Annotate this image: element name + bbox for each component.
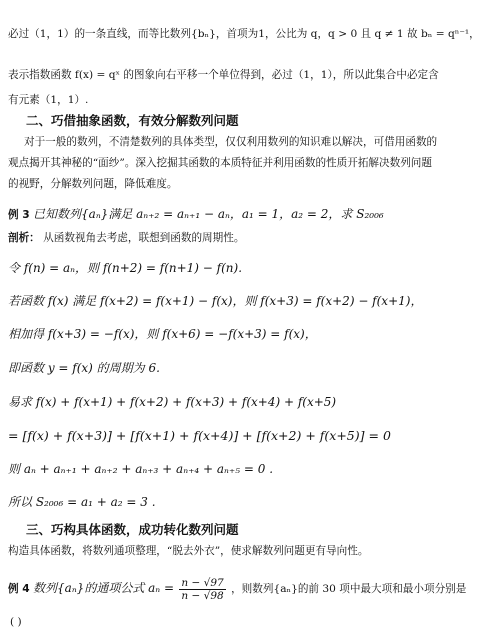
example-4-suffix: ，则数列{aₙ}的前 30 项中最大项和最小项分别是 bbox=[231, 583, 467, 595]
example-4-fraction bbox=[179, 577, 225, 602]
analysis-text: 从函数视角去考虑，联想到函数的周期性。 bbox=[43, 232, 245, 244]
text-line-1: 必过（1，1）的一条直线，而等比数列{bₙ}，首项为1，公比为 q，q > 0 且 q ≠ 1 故 bₙ = qⁿ⁻¹， bbox=[8, 28, 480, 40]
section-heading-2: 二、巧借抽象函数，有效分解数列问题 bbox=[26, 113, 239, 128]
fraction-numerator: n − √97 bbox=[181, 576, 224, 589]
example-4-prefix: 数列{aₙ}的通项公式 aₙ = bbox=[33, 581, 175, 595]
paragraph-line-2: 观点揭开其神秘的“面纱”。深入挖掘其函数的本质特征并利用函数的性质开拓解决数列问题 bbox=[8, 157, 432, 169]
analysis bbox=[8, 230, 244, 246]
answer-blank: ( ) bbox=[10, 616, 22, 628]
solution-line-2: 若函数 f(x) 满足 f(x+2) = f(x+1) − f(x)，则 f(x+3) = f(x+2) − f(x+1)， bbox=[8, 294, 423, 308]
text-line-3: 有元素（1，1）. bbox=[8, 94, 89, 106]
section-heading-3: 三、巧构具体函数，成功转化数列问题 bbox=[26, 522, 239, 537]
fraction-denominator: n − √98 bbox=[181, 589, 224, 602]
analysis-label: 剖析： bbox=[8, 232, 40, 244]
example-3 bbox=[8, 206, 384, 223]
solution-line-8: 所以 S₂₀₀₆ = a₁ + a₂ = 3 . bbox=[8, 495, 156, 509]
example-3-statement: 已知数列{aₙ}满足 aₙ₊₂ = aₙ₊₁ − aₙ，a₁ = 1，a₂ = 2，求 S₂₀₀₆ bbox=[33, 207, 384, 221]
solution-line-7: 则 aₙ + aₙ₊₁ + aₙ₊₂ + aₙ₊₃ + aₙ₊₄ + aₙ₊₅ = 0 . bbox=[8, 462, 274, 476]
example-4-label: 例 4 bbox=[8, 583, 30, 595]
example-4 bbox=[8, 573, 466, 604]
example-3-label: 例 3 bbox=[8, 209, 30, 221]
solution-line-6: = [f(x) + f(x+3)] + [f(x+1) + f(x+4)] + [f(x+2) + f(x+5)] = 0 bbox=[8, 428, 391, 443]
text-line-2: 表示指数函数 f(x) = qˣ 的图象向右平移一个单位得到，必过（1，1），所以此集合中必定含 bbox=[8, 69, 439, 81]
solution-line-5: 易求 f(x) + f(x+1) + f(x+2) + f(x+3) + f(x+4) + f(x+5) bbox=[8, 395, 337, 409]
solution-line-3: 相加得 f(x+3) = −f(x)，则 f(x+6) = −f(x+3) = f(x)， bbox=[8, 327, 317, 341]
paragraph-line-1: 对于一般的数列，不清楚数列的具体类型，仅仅利用数列的知识难以解决，可借用函数的 bbox=[24, 136, 438, 148]
solution-line-4: 即函数 y = f(x) 的周期为 6. bbox=[8, 361, 160, 375]
paragraph-line-4: 构造具体函数，将数列通项整理，“脱去外衣”，使求解数列问题更有导向性。 bbox=[8, 545, 369, 557]
solution-line-1: 令 f(n) = aₙ，则 f(n+2) = f(n+1) − f(n). bbox=[8, 261, 243, 275]
paragraph-line-3: 的视野，分解数列问题，降低难度。 bbox=[8, 178, 178, 190]
